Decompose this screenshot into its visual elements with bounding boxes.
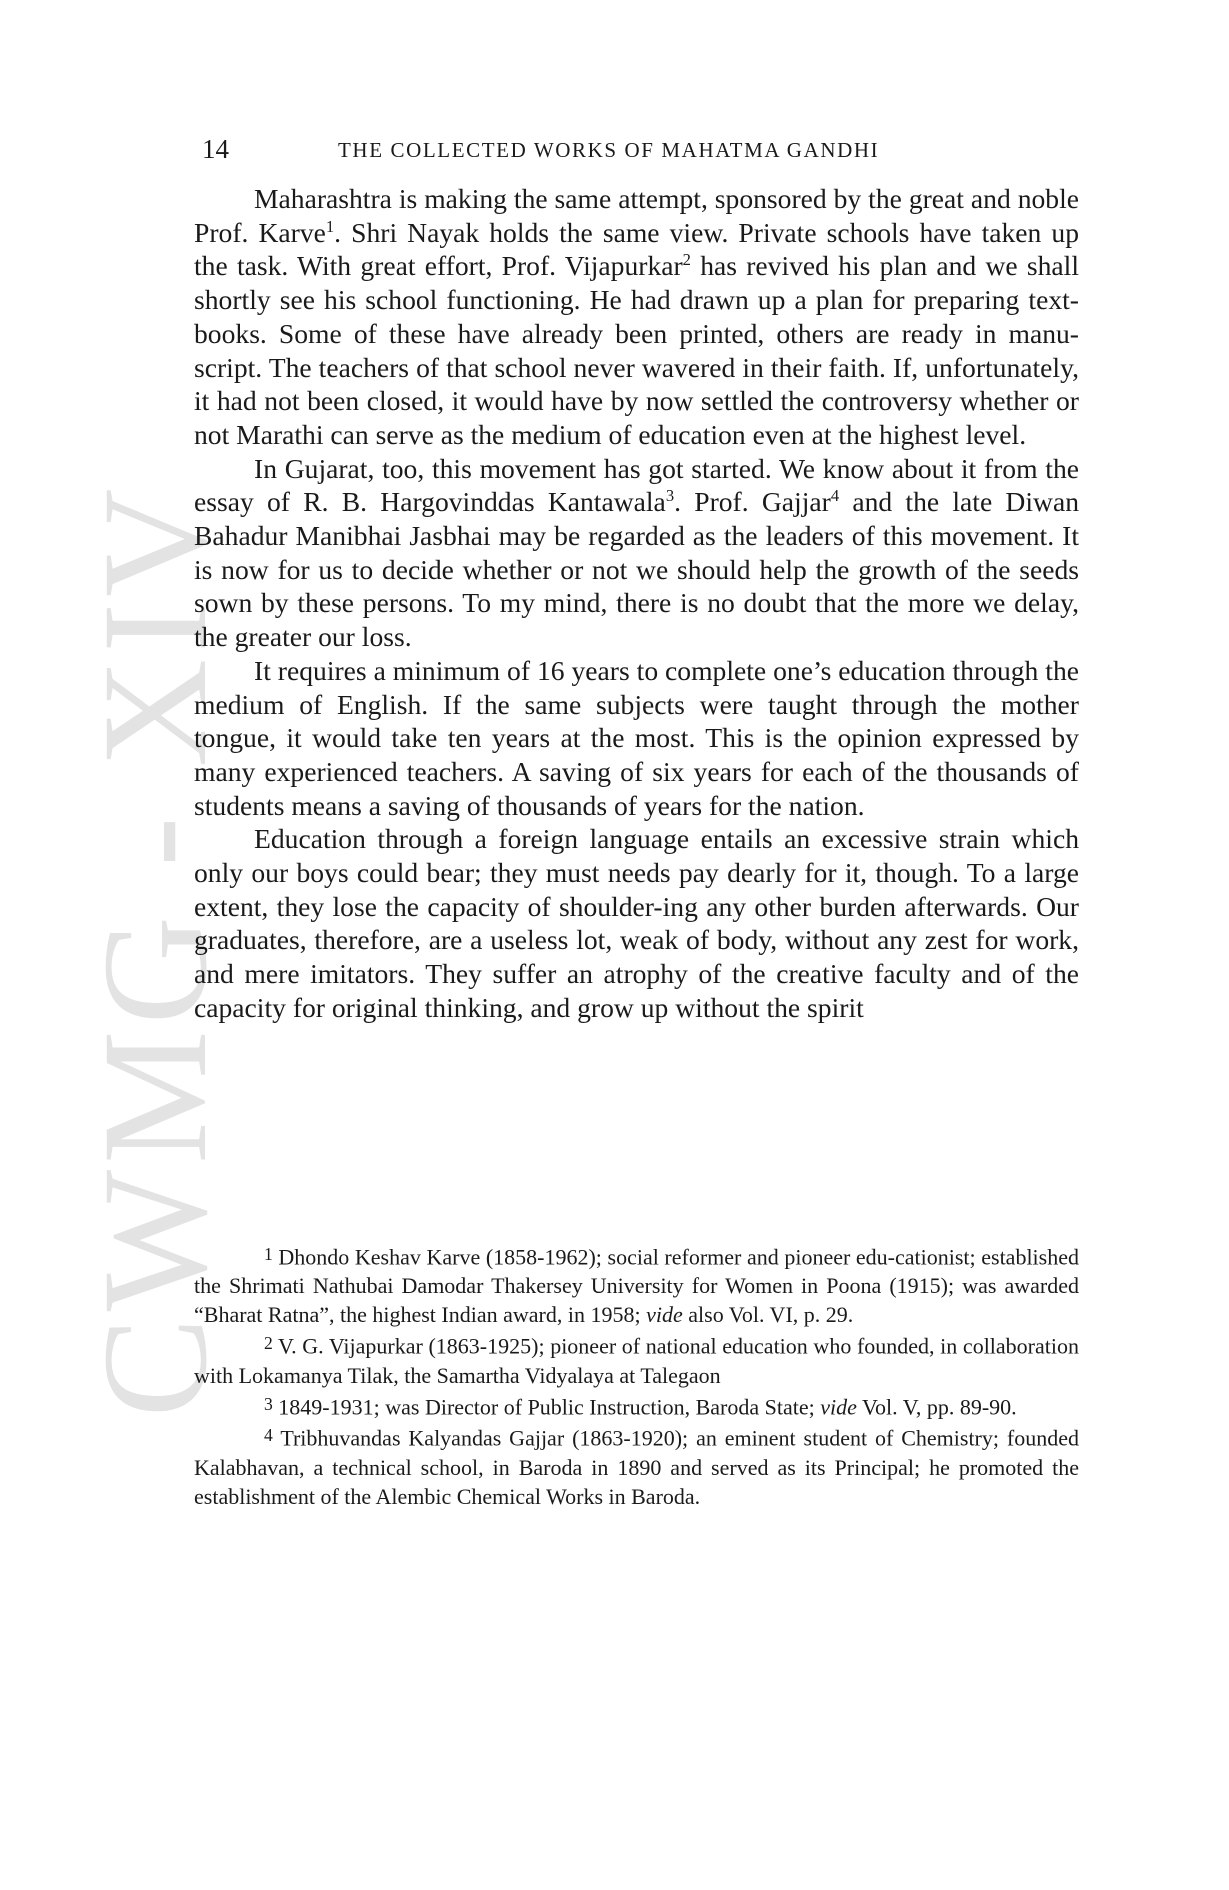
paragraph-2-text-b: . Prof. Gajjar bbox=[674, 486, 831, 518]
page-number: 14 bbox=[202, 134, 229, 164]
footnote-1-text-a: Dhondo Keshav Karve (1858-1962); social reformer and pioneer edu-cationist; established the Shrimati Nathubai Damodar Thakersey University for Women in Poona (1915); was awarded “Bharat Ratna”, the highest Indian award, in 1958; bbox=[194, 1244, 1079, 1328]
paragraph-2 bbox=[194, 452, 1079, 654]
footnote-2-text: V. G. Vijapurkar (1863-1925); pioneer of national education who founded, in collaboration with Lokamanya Tilak, the Samartha Vidyalaya at Talegaon bbox=[194, 1333, 1079, 1388]
footnote-1 bbox=[194, 1240, 1079, 1329]
footnote-3-text-b: Vol. V, pp. 89-90. bbox=[856, 1394, 1017, 1420]
footnote-ref-3: 3 bbox=[665, 486, 675, 506]
paragraph-1 bbox=[194, 182, 1079, 452]
running-title: THE COLLECTED WORKS OF MAHATMA GANDHI bbox=[338, 138, 880, 162]
footnote-ref-2: 2 bbox=[682, 250, 691, 270]
footnote-1-text-b: also Vol. VI, p. 29. bbox=[682, 1302, 854, 1328]
paragraph-4: Education through a foreign language entails an excessive strain which only our boys could bear; they must needs pay dearly for it, though. To a large extent, they lose the capacity of shoulder-ing any other burden afterwards. Our graduates, therefore, are a useless lot, weak of body, without any zest for work, and mere imitators. They suffer an atrophy of the creative faculty and of the capacity for original thinking, and grow up without the spirit bbox=[194, 823, 1079, 1023]
paragraph-1-text-b: . Shri Nayak holds the same view. Private schools have taken up the task. With great effort, Prof. Vijapurkar bbox=[194, 216, 1079, 282]
footnote-3-text-a: 1849-1931; was Director of Public Instruction, Baroda State; bbox=[278, 1394, 821, 1420]
footnote-3 bbox=[194, 1390, 1079, 1421]
footnote-1-vide: vide bbox=[646, 1302, 683, 1328]
paragraph-2-text-a: In Gujarat, too, this movement has got started. We know about it from the essay of R. B. Hargovinddas Kantawala bbox=[194, 452, 1079, 518]
footnote-number: 4 bbox=[264, 1425, 273, 1446]
footnotes bbox=[194, 1240, 1079, 1511]
paragraph-3: It requires a minimum of 16 years to complete one’s education through the medium of English. If the same subjects were taught through the mother tongue, it would take ten years at the most. This is the opinion expressed by many experienced teachers. A saving of six years for each of the thousands of students means a saving of thousands of years for the nation. bbox=[194, 654, 1079, 821]
body-text bbox=[194, 182, 1079, 1025]
page-header bbox=[198, 134, 1078, 168]
footnote-4-text: Tribhuvandas Kalyandas Gajjar (1863-1920); an eminent student of Chemistry; founded Kalabhavan, a technical school, in Baroda in 1890 and served as its Principal; he promoted the establishment of the Alembic Chemical Works in Baroda. bbox=[194, 1425, 1079, 1509]
footnote-ref-4: 4 bbox=[830, 486, 840, 506]
footnote-4 bbox=[194, 1421, 1079, 1510]
footnote-number: 1 bbox=[264, 1244, 273, 1264]
footnote-3-vide: vide bbox=[820, 1394, 857, 1420]
footnote-number: 3 bbox=[264, 1393, 273, 1414]
paragraph-1-text-c: has revived his plan and we shall shortly see his school functioning. He had drawn up a plan for preparing text-books. Some of these have already been printed, others are ready in manu-script. The teachers of that school never wavered in their faith. If, unfortunately, it had not been closed, it would have by now settled the controversy whether or not Marathi can serve as the medium of education even at the highest level. bbox=[194, 250, 1079, 450]
footnote-number: 2 bbox=[264, 1333, 273, 1354]
footnote-ref-1: 1 bbox=[325, 216, 335, 236]
watermark-text: CWMG - XIV bbox=[72, 482, 238, 1418]
footnote-2 bbox=[194, 1329, 1079, 1389]
paragraph-2-text-c: and the late Diwan Bahadur Manibhai Jasbhai may be regarded as the leaders of this movement. It is now for us to decide whether or not we should help the growth of the seeds sown by these persons. To my mind, there is no doubt that the more we delay, the greater our loss. bbox=[194, 486, 1079, 653]
paragraph-1-text-a: Maharashtra is making the same attempt, sponsored by the great and noble Prof. Karve bbox=[194, 183, 1079, 248]
